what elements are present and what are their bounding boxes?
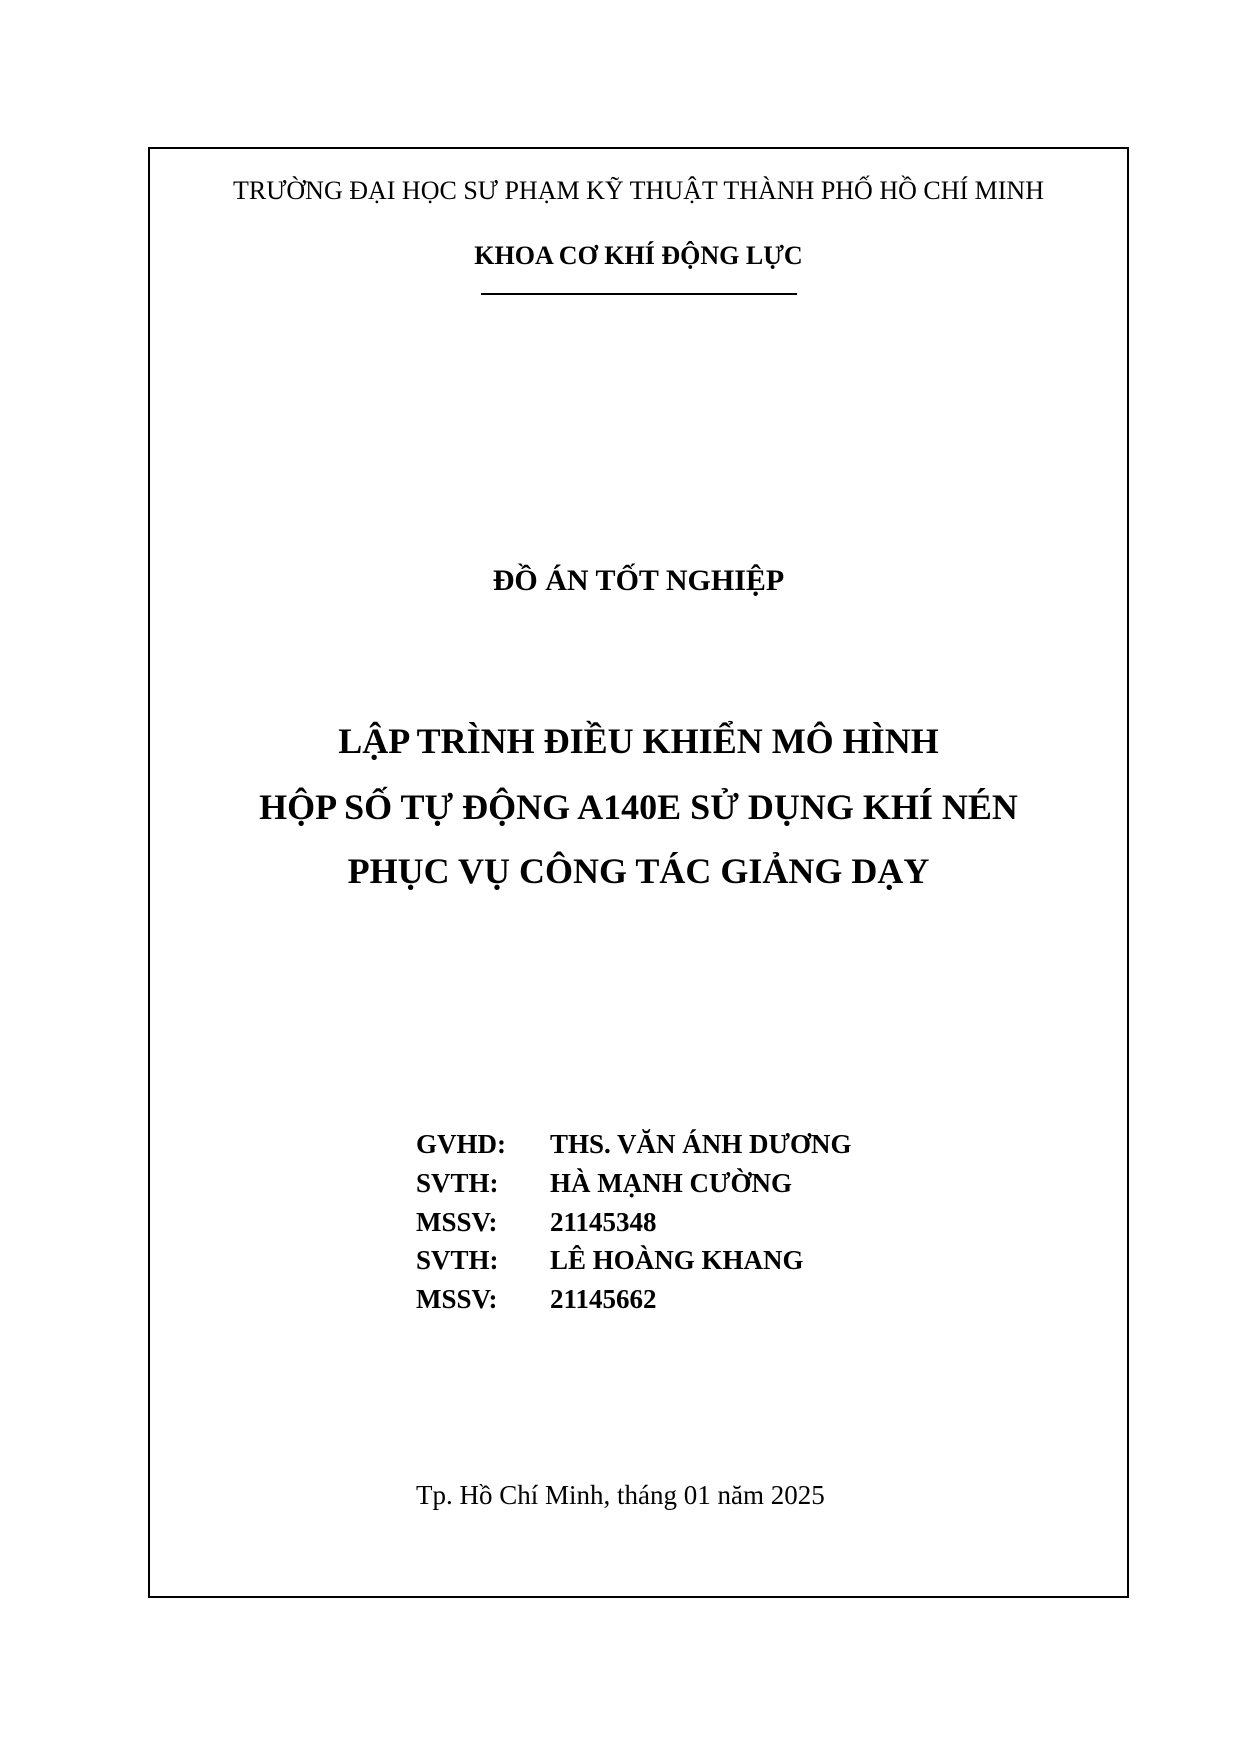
- place-date: Tp. Hồ Chí Minh, tháng 01 năm 2025: [416, 1480, 825, 1510]
- university-name: TRƯỜNG ĐẠI HỌC SƯ PHẠM KỸ THUẬT THÀNH PHỐ HỒ CHÍ MINH: [233, 176, 1044, 205]
- info-value: LÊ HOÀNG KHANG: [550, 1245, 804, 1275]
- faculty-name: KHOA CƠ KHÍ ĐỘNG LỰC: [474, 241, 803, 270]
- info-value: 21145348: [550, 1207, 657, 1237]
- info-label: GVHD:: [416, 1129, 506, 1159]
- info-label: MSSV:: [416, 1207, 498, 1237]
- info-row-student-id-1: [416, 1205, 657, 1239]
- thesis-title-line-2: HỘP SỐ TỰ ĐỘNG A140E SỬ DỤNG KHÍ NÉN: [259, 787, 1018, 827]
- info-label: SVTH:: [416, 1245, 499, 1275]
- info-row-advisor: [416, 1127, 852, 1161]
- thesis-title-line-3: PHỤC VỤ CÔNG TÁC GIẢNG DẠY: [347, 851, 930, 891]
- info-value: HÀ MẠNH CƯỜNG: [550, 1168, 792, 1198]
- info-row-student-1: [416, 1166, 792, 1200]
- header-divider: [481, 293, 797, 295]
- info-label: SVTH:: [416, 1168, 499, 1198]
- thesis-title-line-1: LẬP TRÌNH ĐIỀU KHIỂN MÔ HÌNH: [338, 721, 939, 761]
- info-row-student-2: [416, 1243, 804, 1277]
- document-type: ĐỒ ÁN TỐT NGHIỆP: [492, 564, 785, 597]
- info-value: THS. VĂN ÁNH DƯƠNG: [550, 1129, 852, 1159]
- info-row-student-id-2: [416, 1282, 657, 1316]
- info-label: MSSV:: [416, 1284, 498, 1314]
- info-value: 21145662: [550, 1284, 657, 1314]
